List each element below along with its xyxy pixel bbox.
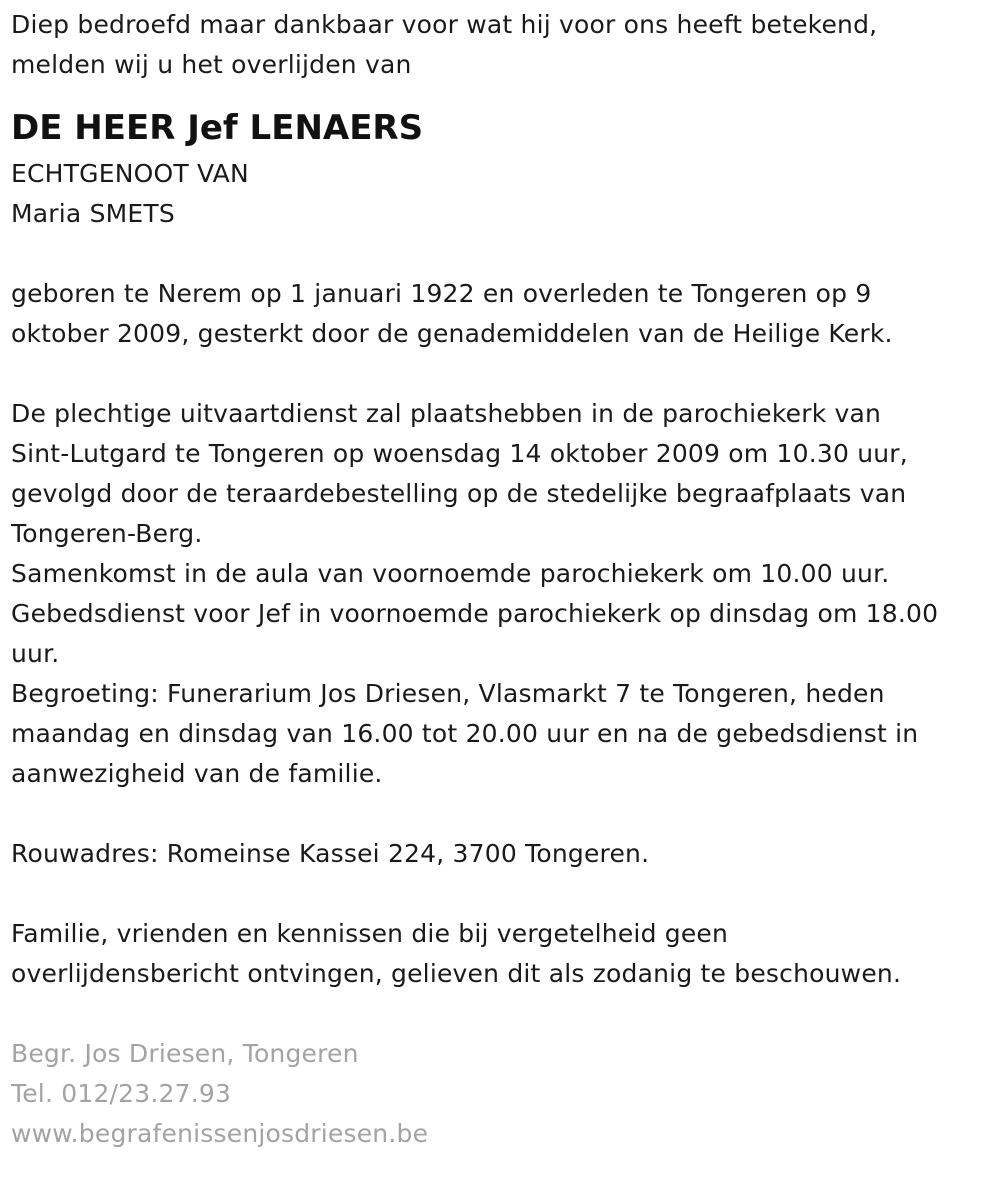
notice-line: Familie, vrienden en kennissen die bij vergetelheid geen [11, 919, 729, 948]
service-line: Begroeting: Funerarium Jos Driesen, Vlasmarkt 7 te Tongeren, heden [11, 679, 885, 708]
birth-death-line: geboren te Nerem op 1 januari 1922 en overleden te Tongeren op 9 [11, 279, 872, 308]
undertaker-name: Begr. Jos Driesen, Tongeren [11, 1039, 359, 1068]
spouse-title: ECHTGENOOT VAN [11, 159, 249, 188]
service-line: aanwezigheid van de familie. [11, 759, 383, 788]
service-line: uur. [11, 639, 60, 668]
deceased-name: DE HEER Jef LENAERS [11, 108, 424, 148]
spouse-block [11, 154, 991, 234]
service-line: maandag en dinsdag van 16.00 tot 20.00 uur en na de gebedsdienst in [11, 719, 919, 748]
service-line: gevolgd door de teraardebestelling op de stedelijke begraafplaats van [11, 479, 907, 508]
service-line: Samenkomst in de aula van voornoemde parochiekerk om 10.00 uur. [11, 559, 890, 588]
service-line: Gebedsdienst voor Jef in voornoemde parochiekerk op dinsdag om 18.00 [11, 599, 939, 628]
paragraph-spacer [11, 354, 991, 394]
service-line: De plechtige uitvaartdienst zal plaatshebben in de parochiekerk van [11, 399, 882, 428]
service-line: Tongeren-Berg. [11, 519, 203, 548]
undertaker-website: www.begrafenissenjosdriesen.be [11, 1119, 429, 1148]
obituary-notice [11, 5, 991, 1154]
spouse-name: Maria SMETS [11, 199, 175, 228]
service-line: Sint-Lutgard te Tongeren op woensdag 14 oktober 2009 om 10.30 uur, [11, 439, 908, 468]
paragraph-spacer [11, 234, 991, 274]
intro-line: melden wij u het overlijden van [11, 50, 412, 79]
paragraph-spacer [11, 994, 991, 1034]
paragraph-spacer [11, 874, 991, 914]
intro-paragraph [11, 5, 991, 85]
notice-line: overlijdensbericht ontvingen, gelieven dit als zodanig te beschouwen. [11, 959, 902, 988]
notice-paragraph [11, 914, 991, 994]
birth-death-paragraph [11, 274, 991, 354]
undertaker-phone: Tel. 012/23.27.93 [11, 1079, 232, 1108]
birth-death-line: oktober 2009, gesterkt door de genademiddelen van de Heilige Kerk. [11, 319, 893, 348]
mourning-address: Rouwadres: Romeinse Kassei 224, 3700 Tongeren. [11, 839, 650, 868]
undertaker-footer [11, 1034, 991, 1154]
intro-line: Diep bedroefd maar dankbaar voor wat hij voor ons heeft betekend, [11, 10, 878, 39]
paragraph-spacer [11, 794, 991, 834]
service-paragraph [11, 394, 991, 794]
